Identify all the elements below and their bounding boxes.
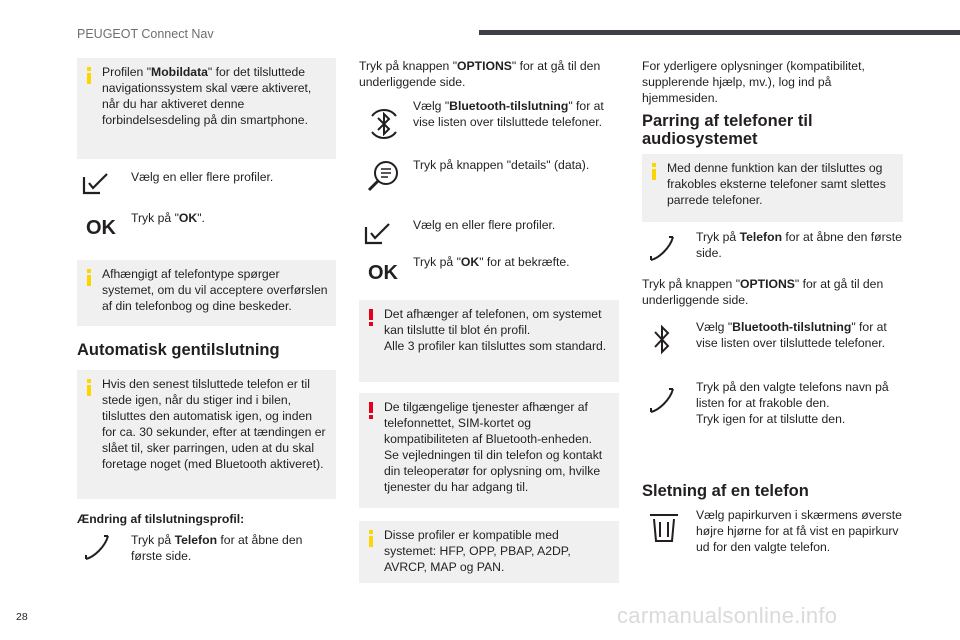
step-press-ok <box>82 210 336 246</box>
phone-icon <box>647 385 687 421</box>
step-bluetooth-connection-2 <box>647 319 904 359</box>
note-phonebook <box>77 260 336 326</box>
note-phonebook-text: Afhængigt af telefontype spørger systemet, om du vil acceptere overførslen af din telefonbog og dine beskeder. <box>102 267 328 313</box>
header-title: PEUGEOT Connect Nav <box>77 27 214 41</box>
checkbox-icon <box>82 169 122 205</box>
info-icon <box>87 269 91 286</box>
note-pairing-text: Med denne funktion kan der tilsluttes og frakobles eksterne telefoner samt slettes parrede telefoner. <box>667 161 886 207</box>
step-select-profiles-2 <box>364 217 619 253</box>
warning-profile-text: Det afhænger af telefonen, om systemet kan tilslutte til blot én profil. Alle 3 profiler kan tilsluttes som standard. <box>384 307 607 353</box>
note-compatible-profiles-text: Disse profiler er kompatible med systemet: HFP, OPP, PBAP, A2DP, AVRCP, MAP og PAN. <box>384 528 571 574</box>
ok-icon-label: OK <box>86 217 116 239</box>
step-press-telefon <box>82 532 336 568</box>
warning-services <box>359 393 619 508</box>
note-auto-reconnect-text: Hvis den senest tilsluttede telefon er til stede igen, når du stiger ind i bilen, tilsluttes den automatisk igen, og inden for ca. 30 sekunder, efter at tændingen er slået til, sker parringen, uden at du skal foretage noget (med Bluetooth aktiveret). <box>102 377 326 471</box>
warning-icon <box>369 309 373 326</box>
step-details <box>364 157 619 207</box>
ok-icon <box>364 254 404 290</box>
step-press-ok-text: Tryk på "OK". <box>131 211 205 225</box>
warning-icon <box>369 402 373 419</box>
note-mobile-data <box>77 58 336 159</box>
header-rule <box>479 30 960 35</box>
info-icon <box>87 67 91 84</box>
step-press-telefon-2 <box>647 229 904 265</box>
step-bluetooth-connection <box>364 98 619 148</box>
step-confirm-ok-text: Tryk på "OK" for at bekræfte. <box>413 255 570 269</box>
watermark: carmanualsonline.info <box>617 603 838 628</box>
note-compatible-profiles <box>359 521 619 583</box>
step-details-text: Tryk på knappen "details" (data). <box>413 158 590 172</box>
warning-profile <box>359 300 619 382</box>
step-trash-text: Vælg papirkurven i skærmens øverste højre hjørne for at få vist en papirkurv ud for den valgte telefon. <box>696 508 902 554</box>
heading-auto-reconnect: Automatisk gentilslutning <box>77 341 280 359</box>
step-select-profiles-text: Vælg en eller flere profiler. <box>131 170 274 184</box>
phone-icon <box>82 532 122 568</box>
note-auto-reconnect <box>77 370 336 499</box>
ok-icon-label: OK <box>368 262 398 284</box>
warning-services-text: De tilgængelige tjenester afhænger af telefonnettet, SIM-kortet og kompatibiliteten af Bluetooth-enheden. Se vejledningen til din telefon og kontakt din teleoperatør for oplysning om, hvilke tjenester du har adgang til. <box>384 400 603 494</box>
col3-options: Tryk på knappen "OPTIONS" for at gå til den underliggende side. <box>642 277 884 307</box>
subhead-change-profile: Ændring af tilslutningsprofil: <box>77 512 245 526</box>
step-select-profiles-2-text: Vælg en eller flere profiler. <box>413 218 556 232</box>
page-number: 28 <box>16 611 28 623</box>
step-press-telefon-text: Tryk på Telefon for at åbne den første side. <box>131 533 303 563</box>
step-press-telefon-2-text: Tryk på Telefon for at åbne den første side. <box>696 230 902 260</box>
phone-icon <box>647 233 687 269</box>
note-mobile-data-text: Profilen "Mobildata" for det tilsluttede navigationssystem skal være aktiveret, når du har aktiveret denne forbindelsesdeling på din smartphone. <box>102 65 312 127</box>
info-icon <box>652 163 656 180</box>
info-icon <box>87 379 91 396</box>
step-bluetooth-connection-text: Vælg "Bluetooth-tilslutning" for at vise listen over tilsluttede telefoner. <box>413 99 604 129</box>
checkbox-icon <box>364 219 404 255</box>
info-icon <box>369 530 373 547</box>
step-select-profiles <box>82 169 336 205</box>
trash-icon <box>647 511 687 547</box>
heading-delete-phone: Sletning af en telefon <box>642 482 809 500</box>
step-phone-name-text: Tryk på den valgte telefons navn på listen for at frakoble den. Tryk igen for at tilslutte den. <box>696 380 889 426</box>
step-bluetooth-connection-2-text: Vælg "Bluetooth-tilslutning" for at vise listen over tilsluttede telefoner. <box>696 320 887 350</box>
col3-intro: For yderligere oplysninger (kompatibilitet, supplerende hjælp, mv.), log ind på hjemmesiden. <box>642 59 865 105</box>
step-trash <box>647 507 904 557</box>
bluetooth-circle-icon <box>364 104 408 148</box>
bluetooth-icon <box>647 323 687 359</box>
details-search-icon <box>364 157 408 201</box>
note-pairing <box>642 154 903 222</box>
step-confirm-ok <box>364 254 619 290</box>
ok-icon <box>82 210 122 246</box>
step-phone-name <box>647 379 904 429</box>
heading-pairing: Parring af telefoner til audiosystemet <box>642 112 813 148</box>
col2-intro: Tryk på knappen "OPTIONS" for at gå til den underliggende side. <box>359 59 601 89</box>
